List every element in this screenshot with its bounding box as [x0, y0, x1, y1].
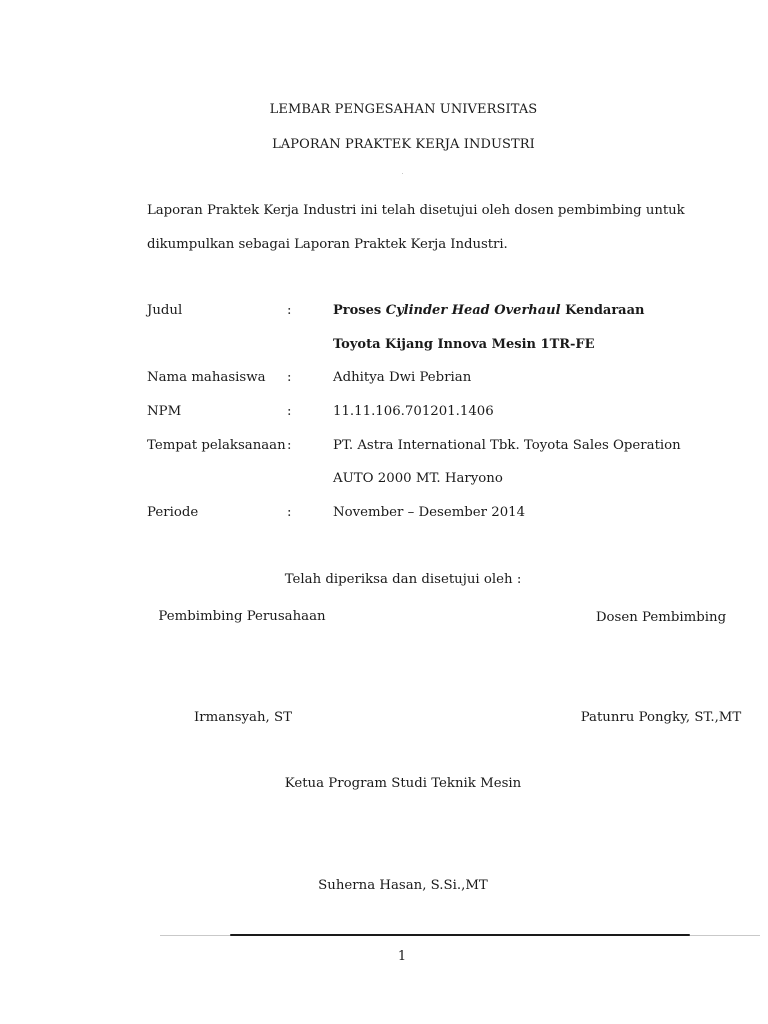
periode-colon: :: [287, 505, 292, 520]
judul-bold-prefix: Proses: [333, 303, 386, 318]
document-subtitle: LAPORAN PRAKTEK KERJA INDUSTRI: [272, 137, 535, 152]
npm-label: NPM: [147, 404, 182, 419]
judul-italic-term: Cylinder Head Overhaul: [385, 303, 561, 318]
company-supervisor-name: Irmansyah, ST: [194, 710, 292, 725]
periode-value: November – Desember 2014: [333, 505, 526, 520]
nama-colon: :: [287, 370, 292, 385]
approval-intro: Telah diperiksa dan disetujui oleh :: [284, 572, 522, 587]
head-of-program-name: Suherna Hasan, S.Si.,MT: [318, 878, 488, 893]
page-number: 1: [397, 949, 407, 964]
lecturer-supervisor-name: Patunru Pongky, ST.,MT: [580, 710, 742, 725]
judul-value-line-2: Toyota Kijang Innova Mesin 1TR-FE: [333, 337, 595, 352]
intro-line-2: dikumpulkan sebagai Laporan Praktek Kerja Industri.: [147, 237, 508, 252]
npm-value: 11.11.106.701201.1406: [333, 404, 494, 419]
tempat-value-line-2: AUTO 2000 MT. Haryono: [333, 471, 503, 486]
periode-label: Periode: [147, 505, 199, 520]
judul-colon: :: [287, 303, 292, 318]
footer-divider-dark: [230, 934, 690, 936]
judul-bold-suffix: Kendaraan: [560, 303, 645, 318]
footer-divider: [160, 934, 760, 937]
company-supervisor-role: Pembimbing Perusahaan: [158, 609, 326, 624]
lecturer-supervisor-role: Dosen Pembimbing: [595, 610, 727, 625]
head-of-program-role: Ketua Program Studi Teknik Mesin: [284, 776, 522, 791]
judul-value-line-1: [333, 303, 645, 318]
tempat-value-line-1: PT. Astra International Tbk. Toyota Sales Operation: [333, 438, 681, 453]
document-title: LEMBAR PENGESAHAN UNIVERSITAS: [269, 102, 538, 117]
intro-line-1: Laporan Praktek Kerja Industri ini telah disetujui oleh dosen pembimbing untuk: [147, 203, 685, 218]
npm-colon: :: [287, 404, 292, 419]
nama-value: Adhitya Dwi Pebrian: [333, 370, 472, 385]
judul-label: Judul: [147, 303, 183, 318]
tempat-colon: :: [287, 438, 292, 453]
nama-label: Nama mahasiswa: [147, 370, 266, 385]
tempat-label: Tempat pelaksanaan: [147, 438, 286, 453]
decorative-dot: [402, 173, 403, 174]
